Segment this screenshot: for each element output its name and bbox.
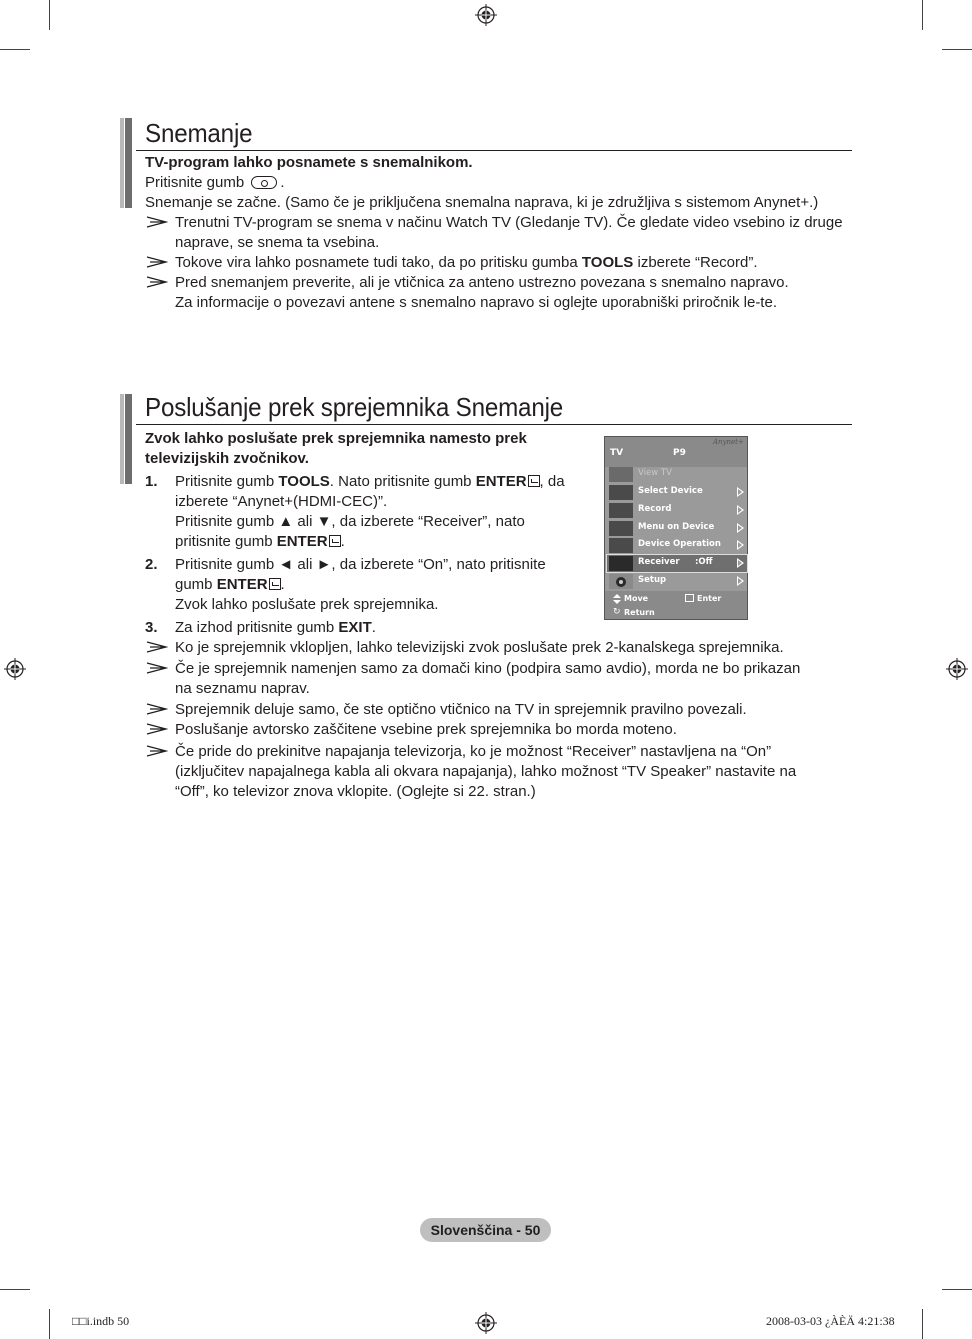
osd-footer	[605, 591, 747, 619]
chevron-right-icon	[737, 558, 744, 568]
note-arrow-icon	[146, 276, 168, 288]
step-text	[175, 532, 345, 552]
step-text-part: .	[371, 619, 376, 636]
osd-item-setup[interactable]	[607, 573, 747, 590]
crop-mark	[942, 49, 972, 50]
osd-item-value: :Off	[695, 557, 713, 567]
chevron-right-icon	[737, 576, 744, 586]
section-lead: Zvok lahko poslušate prek sprejemnika namesto prek	[145, 430, 527, 447]
step-text-part: gumb	[175, 576, 213, 593]
osd-hint-enter: Enter	[697, 594, 722, 603]
note-text: Sprejemnik deluje samo, če ste optično vtičnico na TV in sprejemnik pravilno povezali.	[175, 701, 747, 718]
footer-timestamp: 2008-03-03 ¿ÀÈÄ 4:21:38	[766, 1314, 895, 1328]
enter-icon	[329, 535, 341, 547]
crop-mark	[49, 1309, 50, 1339]
setup-icon	[609, 574, 633, 589]
step-text	[175, 618, 376, 638]
osd-channel: P9	[673, 448, 686, 458]
note-keyword: TOOLS	[581, 254, 634, 271]
osd-item-view-tv[interactable]	[607, 466, 747, 483]
note-arrow-icon	[146, 662, 168, 674]
operation-icon	[609, 538, 633, 553]
osd-item-label: Select Device	[638, 486, 703, 496]
enter-icon	[528, 475, 540, 487]
note-text: Če pride do prekinitve napajanja televizorja, ko je možnost “Receiver” nastavljena na “On”	[175, 743, 772, 760]
enter-icon	[269, 578, 281, 590]
step-keyword: ENTER	[475, 473, 527, 490]
osd-hint-return: Return	[624, 608, 655, 617]
note-text: Ko je sprejemnik vklopljen, lahko televizijski zvok poslušate prek 2-kanalskega sprejemnika.	[175, 639, 784, 656]
instruction-line: Snemanje se začne. (Samo če je priključena snemalna naprava, ki je združljiva s sistemom Anynet+.)	[145, 194, 819, 211]
note-arrow-icon	[146, 216, 168, 228]
note-text: Pred snemanjem preverite, ali je vtičnica za anteno ustrezno povezana s snemalno napravo.	[175, 274, 789, 291]
section-rule	[136, 150, 852, 151]
note-text-part: Tokove vira lahko posnamete tudi tako, da po pritisku gumba	[175, 254, 578, 271]
osd-item-select-device[interactable]	[607, 484, 747, 501]
section-accent-bar	[120, 394, 132, 484]
osd-item-menu-on-device[interactable]	[607, 520, 747, 537]
note-text: Za informacije o povezavi antene s snemalno napravo si oglejte uporabniški priročnik le-te.	[175, 294, 777, 311]
chevron-right-icon	[737, 540, 744, 550]
note-text-part: izberete “Record”.	[637, 254, 758, 271]
note-arrow-icon	[146, 723, 168, 735]
anynet-logo: Anynet+	[713, 438, 744, 446]
osd-item-label: Record	[638, 504, 672, 514]
step-text-part: Pritisnite gumb	[175, 473, 275, 490]
step-text-part: Za izhod pritisnite gumb	[175, 619, 335, 636]
osd-item-label: Menu on Device	[638, 522, 715, 532]
osd-item-label: Device Operation	[638, 539, 721, 549]
crop-mark	[0, 49, 30, 50]
record-icon	[609, 503, 633, 518]
step-text-part: .	[340, 533, 345, 550]
registration-mark-icon	[475, 1312, 497, 1334]
section-accent-bar	[120, 118, 132, 208]
note-text: naprave, se snema ta vsebina.	[175, 234, 380, 251]
step-text: izberete “Anynet+(HDMI-CEC)”.	[175, 493, 388, 510]
crop-mark	[942, 1289, 972, 1290]
step-number: 1.	[145, 473, 158, 490]
crop-mark	[0, 1289, 30, 1290]
receiver-icon	[609, 556, 633, 571]
note-text: Poslušanje avtorsko zaščitene vsebine prek sprejemnika bo morda moteno.	[175, 721, 677, 738]
footer-file-info: □□i.indb 50	[72, 1314, 130, 1328]
chevron-right-icon	[737, 505, 744, 515]
osd-item-label: Receiver	[638, 557, 680, 567]
osd-item-label: Setup	[638, 575, 667, 585]
step-text	[175, 575, 285, 595]
step-text-part: . Nato pritisnite gumb	[329, 473, 472, 490]
note-text: na seznamu naprav.	[175, 680, 310, 697]
step-number: 3.	[145, 619, 158, 636]
note-arrow-icon	[146, 641, 168, 653]
note-arrow-icon	[146, 703, 168, 715]
instruction-text: Pritisnite gumb	[145, 174, 245, 191]
section-title: Snemanje	[145, 118, 253, 148]
registration-mark-icon	[946, 658, 968, 680]
crop-mark	[922, 1309, 923, 1339]
osd-hint-move: Move	[624, 594, 649, 603]
step-text	[175, 472, 565, 492]
step-text: Pritisnite gumb ▲ ali ▼, da izberete “Receiver”, nato	[175, 513, 525, 530]
move-updown-icon	[613, 594, 621, 604]
step-text-part: , da	[539, 473, 565, 490]
osd-source: TV	[610, 448, 624, 458]
section-title: Poslušanje prek sprejemnika Snemanje	[145, 392, 564, 422]
osd-item-record[interactable]	[607, 502, 747, 519]
step-keyword: ENTER	[276, 533, 328, 550]
step-number: 2.	[145, 556, 158, 573]
section-lead: TV-program lahko posnamete s snemalnikom.	[145, 154, 473, 171]
device-icon	[609, 485, 633, 500]
step-text-part: pritisnite gumb	[175, 533, 273, 550]
osd-item-label: View TV	[638, 468, 672, 478]
step-keyword: EXIT	[338, 619, 372, 636]
instruction-text: .	[280, 174, 285, 191]
step-text: Zvok lahko poslušate prek sprejemnika.	[175, 596, 439, 613]
note-text: Če je sprejemnik namenjen samo za domači kino (podpira samo avdio), morda ne bo prikazan	[175, 660, 801, 677]
osd-item-receiver[interactable]	[607, 555, 747, 572]
step-text-part: .	[280, 576, 285, 593]
step-keyword: ENTER	[216, 576, 268, 593]
instruction-line	[145, 173, 285, 193]
note-arrow-icon	[146, 256, 168, 268]
crop-mark	[922, 0, 923, 30]
note-text	[175, 253, 758, 273]
chevron-right-icon	[737, 487, 744, 497]
section-lead: televizijskih zvočnikov.	[145, 450, 309, 467]
menu-icon	[609, 521, 633, 536]
record-button-icon	[251, 176, 277, 189]
note-text: (izključitev napajalnega kabla ali okvara napajanja), lahko možnost “TV Speaker” nastavite na	[175, 763, 797, 780]
anynet-menu-screenshot	[604, 436, 748, 620]
enter-icon	[685, 594, 694, 602]
note-arrow-icon	[146, 745, 168, 757]
step-keyword: TOOLS	[278, 473, 330, 490]
osd-header	[605, 437, 747, 467]
step-text: Pritisnite gumb ◄ ali ►, da izberete “On”, nato pritisnite	[175, 556, 546, 573]
page-number-badge: Slovenščina - 50	[420, 1218, 551, 1242]
registration-mark-icon	[475, 4, 497, 26]
chevron-right-icon	[737, 523, 744, 533]
note-text: Trenutni TV-program se snema v načinu Watch TV (Gledanje TV). Če gledate video vsebino iz druge	[175, 214, 843, 231]
crop-mark	[49, 0, 50, 30]
tv-icon	[609, 467, 633, 482]
return-icon: ↻	[613, 607, 621, 617]
section-rule	[136, 424, 852, 425]
note-text: “Off”, ko televizor znova vklopite. (Oglejte si 22. stran.)	[175, 783, 536, 800]
osd-item-device-operation[interactable]	[607, 537, 747, 554]
registration-mark-icon	[4, 658, 26, 680]
